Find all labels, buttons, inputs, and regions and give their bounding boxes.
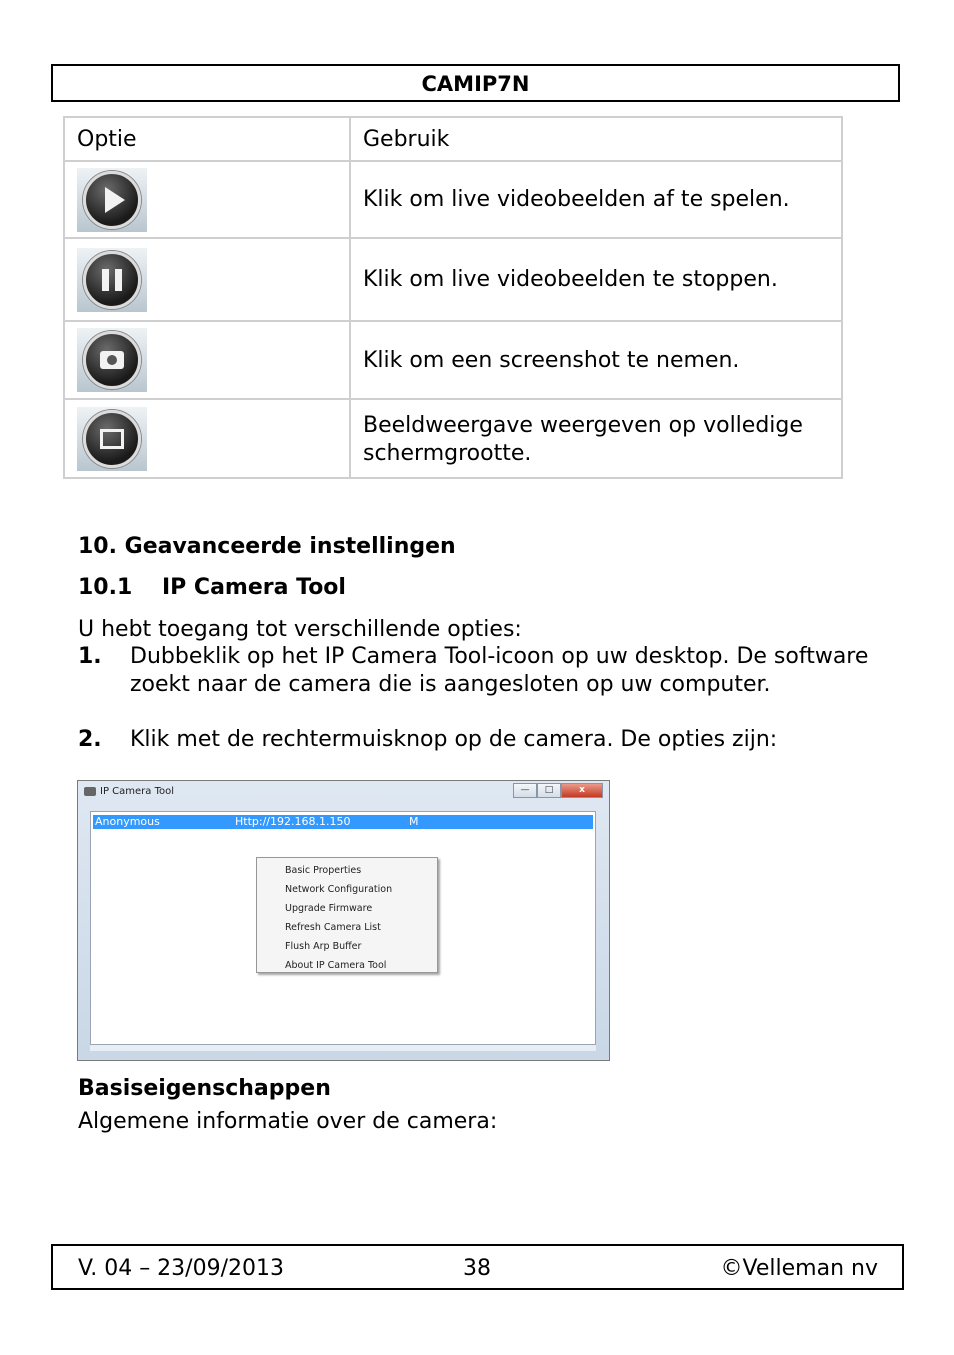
menu-item-refresh-camera-list[interactable]: Refresh Camera List (285, 922, 381, 933)
snapshot-camera-icon (77, 328, 147, 392)
minimize-icon[interactable]: — (513, 783, 537, 798)
camera-name: Anonymous (95, 815, 160, 828)
menu-item-basic-properties[interactable]: Basic Properties (285, 865, 362, 876)
fullscreen-icon (77, 407, 147, 471)
subsection-title: IP Camera Tool (161, 575, 346, 600)
header-title: CAMIP7N (421, 72, 530, 96)
menu-item-upgrade-firmware[interactable]: Upgrade Firmware (285, 903, 373, 914)
table-row (64, 321, 842, 399)
window-title (84, 786, 174, 797)
pause-icon (77, 248, 147, 312)
menu-item-flush-arp-buffer[interactable]: Flush Arp Buffer (285, 941, 362, 952)
subheading-basic-properties: Basiseigenschappen (78, 1076, 331, 1101)
header-cell-usage: Gebruik (350, 117, 842, 161)
basic-properties-text: Algemene informatie over de camera: (78, 1109, 498, 1134)
page-header (51, 64, 900, 102)
intro-text: U hebt toegang tot verschillende opties: (78, 617, 522, 642)
row-description: Klik om live videobeelden te stoppen. (350, 238, 842, 321)
subsection-heading (78, 574, 346, 602)
subsection-number: 10.1 (78, 575, 133, 600)
window-controls (513, 783, 603, 798)
row-description: Klik om een screenshot te nemen. (350, 321, 842, 399)
header-cell-option: Optie (64, 117, 350, 161)
footer-copyright: ©Velleman nv (720, 1256, 878, 1281)
camera-list (90, 811, 596, 1045)
row-description: Klik om live videobeelden af te spelen. (350, 161, 842, 238)
menu-item-about[interactable]: About IP Camera Tool (285, 960, 387, 971)
camera-app-icon (84, 787, 96, 796)
play-icon (77, 168, 147, 232)
section-heading: 10. Geavanceerde instellingen (78, 534, 456, 559)
footer-version: V. 04 – 23/09/2013 (78, 1256, 284, 1281)
list-number: 1. (78, 644, 102, 669)
camera-row[interactable] (93, 815, 593, 829)
footer-page-number: 38 (463, 1256, 491, 1281)
options-table (63, 116, 843, 479)
page-footer (51, 1244, 904, 1290)
camera-extra: M (409, 815, 419, 828)
list-text: Klik met de rechtermuisknop op de camera. De opties zijn: (130, 727, 778, 752)
table-header-row (64, 117, 842, 161)
ip-camera-tool-screenshot (77, 780, 610, 1061)
window-title-text: IP Camera Tool (100, 786, 175, 797)
context-menu (256, 857, 438, 973)
table-row (64, 161, 842, 238)
camera-url: Http://192.168.1.150 (235, 815, 351, 828)
close-icon[interactable]: x (561, 783, 603, 798)
window-bottom-bar (90, 1045, 596, 1051)
row-description: Beeldweergave weergeven op volledige schermgrootte. (350, 399, 842, 478)
list-text: Dubbeklik op het IP Camera Tool-icoon op uw desktop. De software zoekt naar de camera die is aangesloten op uw computer. (130, 644, 869, 697)
list-number: 2. (78, 727, 102, 752)
table-row (64, 238, 842, 321)
table-row (64, 399, 842, 478)
menu-item-network-configuration[interactable]: Network Configuration (285, 884, 393, 895)
maximize-icon[interactable]: □ (537, 783, 561, 798)
